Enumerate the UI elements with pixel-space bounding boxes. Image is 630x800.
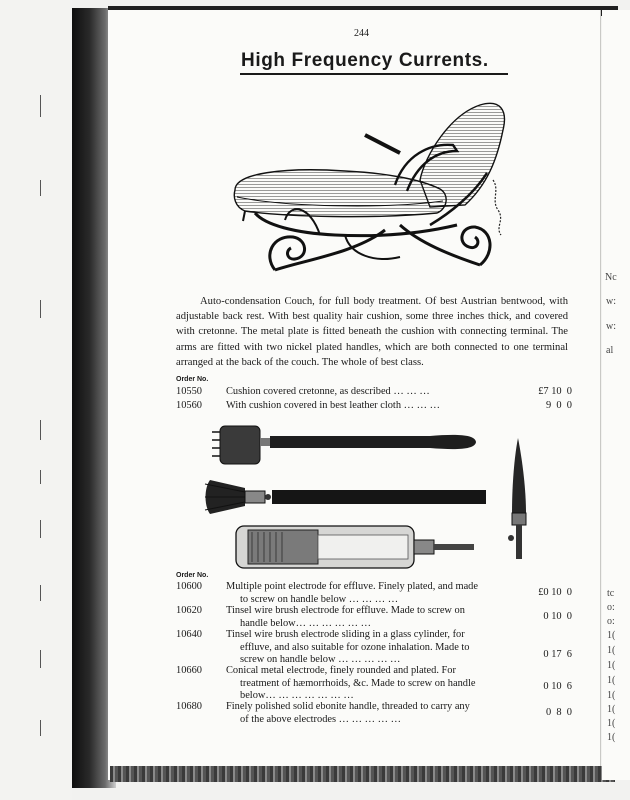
item-price: £0 10 0 [538, 587, 572, 598]
order-number: 10560 [176, 400, 202, 411]
item-description-line: to screw on handle below … … … … [240, 593, 399, 605]
margin-tick [40, 650, 41, 668]
item-price: £7 10 0 [538, 386, 572, 397]
item-description-line: effluve, and also suitable for ozone inhalation. Made to [240, 641, 470, 653]
facing-page-fragment: 1( [607, 690, 616, 701]
order-number: 10600 [176, 581, 202, 592]
item-description [226, 665, 518, 703]
item-description [226, 701, 518, 726]
order-number: 10550 [176, 386, 202, 397]
margin-tick [40, 95, 41, 117]
item-description: With cushion covered in best leather cloth … … … [226, 400, 440, 411]
facing-page-fragment: o: [607, 616, 615, 627]
item-description [226, 605, 518, 630]
facing-page-fragment: tc [607, 588, 615, 599]
margin-tick [40, 720, 41, 736]
margin-tick [40, 520, 41, 538]
item-description-line: Tinsel wire brush electrode sliding in a glass cylinder, for [226, 629, 465, 640]
bottom-edge-shadow [110, 766, 615, 782]
margin-tick [40, 420, 41, 440]
facing-page-fragment: 1( [607, 660, 616, 671]
order-number: 10640 [176, 629, 202, 640]
order-number: 10620 [176, 605, 202, 616]
couch-description-text: Auto-condensation Couch, for full body treatment. Of best Austrian bentwood, with adjustable back rest. With best quality hair cushion, some three inches thick, and covered with cretonne. The metal plate is fitted beneath the cushion with connecting terminal. The arms are fitted with two nickel plated handles, which are both connected to one terminal arranged at the back of the couch. The whole of best class. [176, 296, 568, 368]
item-description-line: Finely polished solid ebonite handle, threaded to carry any [226, 701, 470, 712]
facing-page-fragment: o: [607, 602, 615, 613]
page-title: High Frequency Currents. [241, 50, 489, 71]
item-description-line: Multiple point electrode for effluve. Finely plated, and made [226, 581, 478, 592]
facing-page-fragment: 1( [607, 645, 616, 656]
couch-illustration [225, 85, 525, 290]
facing-page-fragment: w: [606, 296, 616, 307]
order-number: 10660 [176, 665, 202, 676]
facing-page-fragment: al [606, 345, 614, 356]
item-description-line: Tinsel wire brush electrode for effluve. Made to screw on [226, 605, 465, 616]
item-description-line: screw on handle below … … … … … [240, 654, 401, 665]
couch-description [176, 294, 568, 370]
order-no-header: Order No. [176, 572, 209, 579]
facing-page-fragment: 1( [607, 630, 616, 641]
item-description-line: Conical metal electrode, finely rounded and plated. For [226, 665, 456, 676]
item-description: Cushion covered cretonne, as described … … … [226, 386, 430, 397]
item-description-line: treatment of hæmorrhoids, &c. Made to screw on handle [240, 677, 476, 689]
item-description-line: handle below… … … … … … [240, 617, 372, 629]
margin-tick [40, 300, 41, 318]
left-margin [0, 0, 72, 800]
facing-page-fragment: 1( [607, 732, 616, 743]
item-price: 0 10 0 [543, 611, 572, 622]
item-price: 0 10 6 [543, 681, 572, 692]
margin-tick [40, 585, 41, 601]
item-description [226, 581, 518, 606]
margin-tick [40, 470, 41, 484]
title-underline [240, 73, 508, 75]
facing-page-fragment: 1( [607, 704, 616, 715]
facing-page-fragment: w: [606, 321, 616, 332]
item-description-line: of the above electrodes … … … … … [240, 713, 402, 725]
facing-page-fragment: Nc [605, 272, 617, 283]
item-price: 0 8 0 [546, 707, 572, 718]
item-price: 0 17 6 [543, 649, 572, 660]
facing-page-edge [602, 10, 630, 780]
item-price: 9 0 0 [546, 400, 572, 411]
order-no-header: Order No. [176, 376, 209, 383]
item-description [226, 629, 518, 667]
facing-page-fragment: 1( [607, 675, 616, 686]
order-number: 10680 [176, 701, 202, 712]
electrode-illustration [200, 418, 560, 578]
item-description-line: below… … … … … … … [240, 690, 354, 701]
page-number: 244 [354, 28, 369, 39]
margin-tick [40, 180, 41, 196]
facing-page-fragment: 1( [607, 718, 616, 729]
